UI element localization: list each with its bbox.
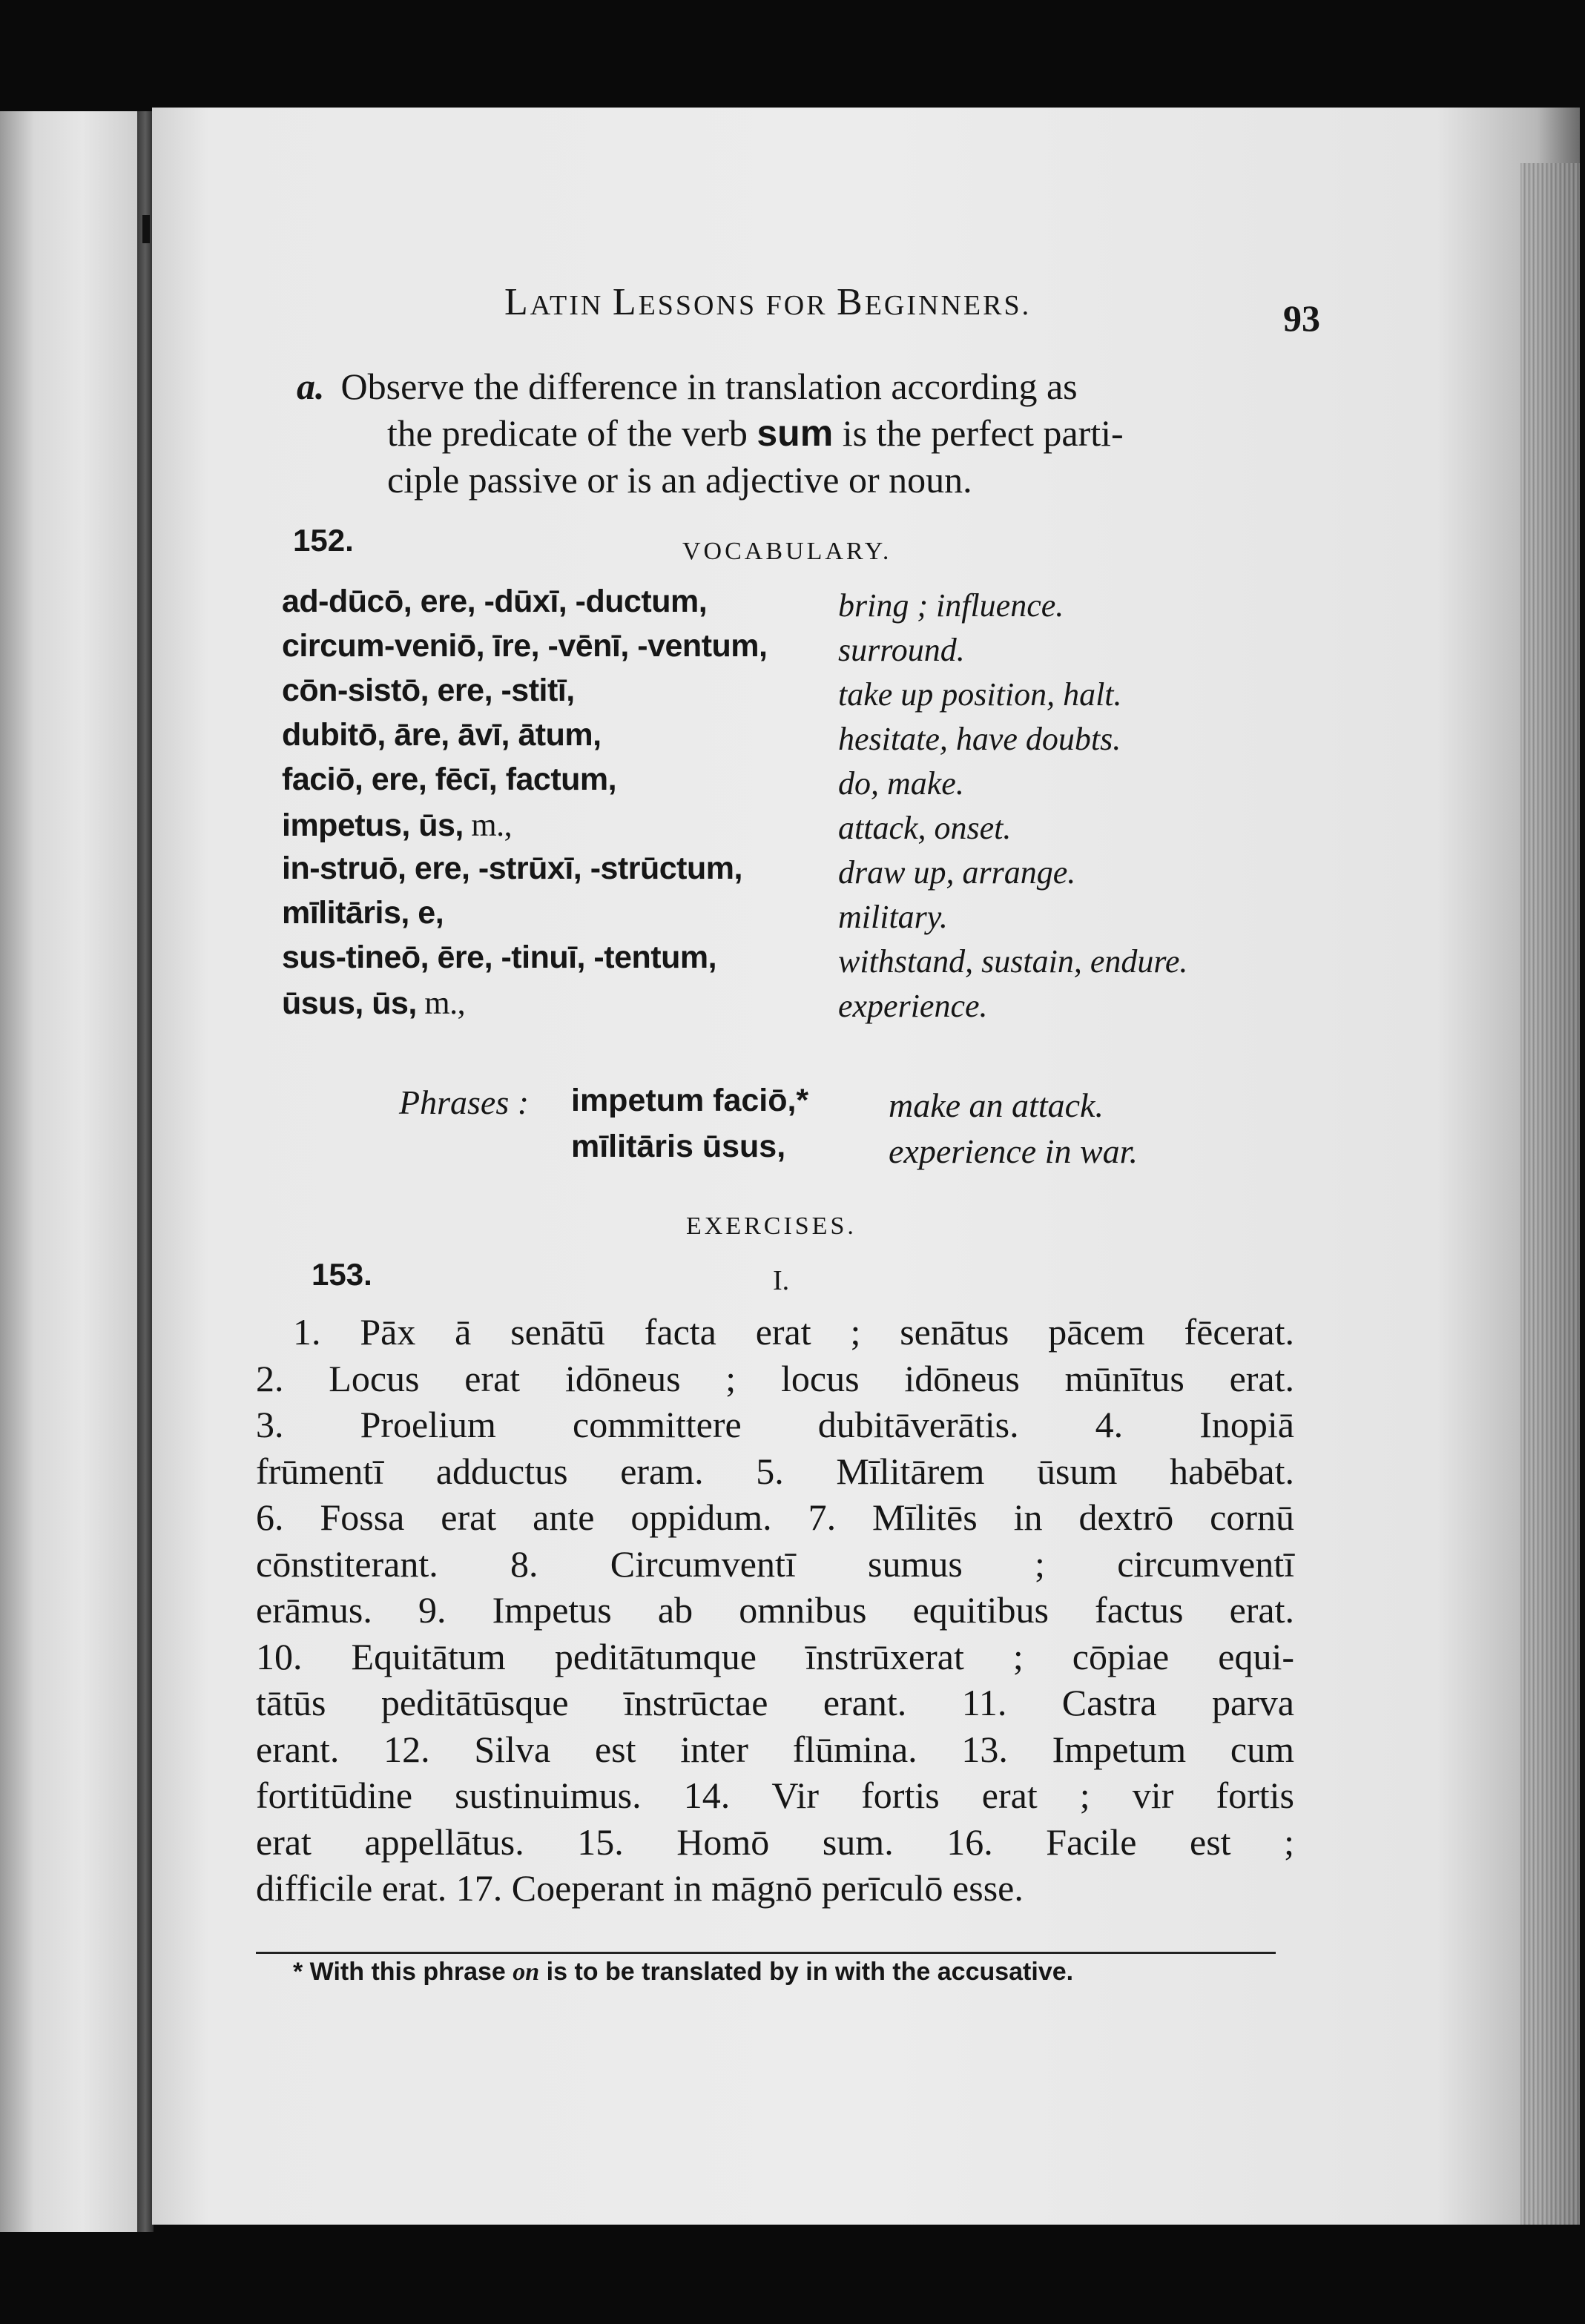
binding-mark <box>142 215 150 243</box>
vocab-term: in-struō, ere, -strūxī, -strūctum, <box>282 851 742 886</box>
vocabulary-heading: VOCABULARY. <box>682 538 892 565</box>
exercise-part-number: I. <box>773 1265 790 1296</box>
footnote-rule <box>256 1952 1276 1954</box>
vocab-term: faciō, ere, fēcī, factum, <box>282 762 617 797</box>
vocab-entry <box>282 717 1342 762</box>
vocab-term: dubitō, āre, āvī, ātum, <box>282 717 602 753</box>
book-gutter <box>137 111 154 2232</box>
exercise-line: 3. Proelium committere dubitāverātis. 4. Inopiā <box>256 1404 1294 1445</box>
vocab-entry <box>282 584 1342 628</box>
phrases-label: Phrases : <box>399 1083 530 1121</box>
exercise-line: frūmentī adductus eram. 5. Mīlitārem ūsum habēbat. <box>256 1450 1294 1492</box>
running-title-part: L <box>612 281 639 323</box>
exercise-line: difficile erat. 17. Coeperant in māgnō perīculō esse. <box>256 1867 1024 1909</box>
note-a-label: a. <box>297 366 325 407</box>
exercise-line: cōnstiterant. 8. Circumventī sumus ; circumventī <box>256 1542 1294 1585</box>
vocab-term: impetus, ūs, m., <box>282 807 513 843</box>
vocab-entry <box>282 984 1342 1029</box>
exercise-line: erant. 12. Silva est inter flūmina. 13. Impetum cum <box>256 1728 1294 1770</box>
running-title <box>504 280 1031 324</box>
keyword-sum: sum <box>757 412 834 454</box>
vocab-term: ūsus, ūs, m., <box>282 985 466 1021</box>
phrases-list <box>282 1083 1342 1175</box>
vocab-definition: hesitate, have doubts. <box>838 721 1121 757</box>
vocab-entry <box>282 940 1342 984</box>
page-number: 93 <box>1283 297 1320 339</box>
vocab-term: mīlitāris, e, <box>282 895 444 931</box>
running-title-part: ESSONS FOR <box>638 290 837 321</box>
vocab-term: ad-dūcō, ere, -dūxī, -ductum, <box>282 584 708 619</box>
running-title-part: ATIN <box>530 290 613 321</box>
vocab-definition: attack, onset. <box>838 810 1012 846</box>
phrase-definition: make an attack. <box>889 1086 1104 1124</box>
phrase-term: mīlitāris ūsus, <box>571 1129 786 1164</box>
vocab-definition: take up position, halt. <box>838 676 1122 713</box>
vocab-definition: withstand, sustain, endure. <box>838 943 1188 980</box>
vocab-entry <box>282 895 1342 940</box>
footnote: * With this phrase on is to be translated by in with the accusative. <box>293 1958 1074 1986</box>
vocab-entry <box>282 628 1342 673</box>
vocab-definition: bring ; influence. <box>838 587 1064 624</box>
vocab-definition: military. <box>838 899 948 935</box>
vocabulary-list <box>282 584 1342 1029</box>
vocab-term: cōn-sistō, ere, -stitī, <box>282 673 575 708</box>
vocab-entry <box>282 762 1342 806</box>
exercise-line: 2. Locus erat idōneus ; locus idōneus mūnītus erat. <box>256 1357 1294 1399</box>
note-a-line-3: ciple passive or is an adjective or noun. <box>387 459 972 501</box>
vocab-definition: draw up, arrange. <box>838 854 1076 891</box>
note-a-paragraph <box>297 363 1335 504</box>
vocab-term: sus-tineō, ēre, -tinuī, -tentum, <box>282 940 717 975</box>
vocab-entry <box>282 851 1342 895</box>
vocab-definition: experience. <box>838 988 988 1024</box>
vocab-definition: do, make. <box>838 765 964 802</box>
vocab-definition: surround. <box>838 632 965 668</box>
phrase-term: impetum faciō,* <box>571 1083 809 1118</box>
running-title-part: EGINNERS. <box>864 290 1032 321</box>
exercise-text <box>256 1309 1294 1912</box>
running-title-part: L <box>504 281 530 323</box>
exercise-line: 1. Pāx ā senātū facta erat ; senātus pācem fēcerat. <box>293 1311 1294 1353</box>
phrase-entry <box>282 1083 1342 1129</box>
exercise-line: tātūs peditātūsque īnstrūctae erant. 11. Castra parva <box>256 1682 1294 1723</box>
vocab-term: circum-veniō, īre, -vēnī, -ventum, <box>282 628 768 664</box>
section-number-153: 153. <box>312 1257 372 1292</box>
exercises-heading: EXERCISES. <box>686 1212 857 1240</box>
exercise-line: erāmus. 9. Impetus ab omnibus equitibus factus erat. <box>256 1589 1294 1631</box>
vocab-entry <box>282 806 1342 851</box>
section-number-152: 152. <box>293 523 354 558</box>
facing-page-edge <box>0 111 137 2232</box>
exercise-line: fortitūdine sustinuimus. 14. Vir fortis erat ; vir fortis <box>256 1775 1294 1816</box>
exercise-line: 6. Fossa erat ante oppidum. 7. Mīlitēs in dextrō cornū <box>256 1496 1294 1538</box>
phrase-entry <box>282 1129 1342 1175</box>
running-title-part: B <box>837 281 865 323</box>
note-a-line-2: the predicate of the verb sum is the perfect parti- <box>387 412 1124 454</box>
phrase-definition: experience in war. <box>889 1132 1138 1170</box>
vocab-entry <box>282 673 1342 717</box>
note-a-line-1: a. Observe the difference in translation according as <box>297 366 1078 407</box>
page-stack-edge <box>1520 163 1580 2225</box>
exercise-line: erat appellātus. 15. Homō sum. 16. Facile est ; <box>256 1820 1294 1863</box>
exercise-line: 10. Equitātum peditātumque īnstrūxerat ; cōpiae equi- <box>256 1635 1294 1677</box>
